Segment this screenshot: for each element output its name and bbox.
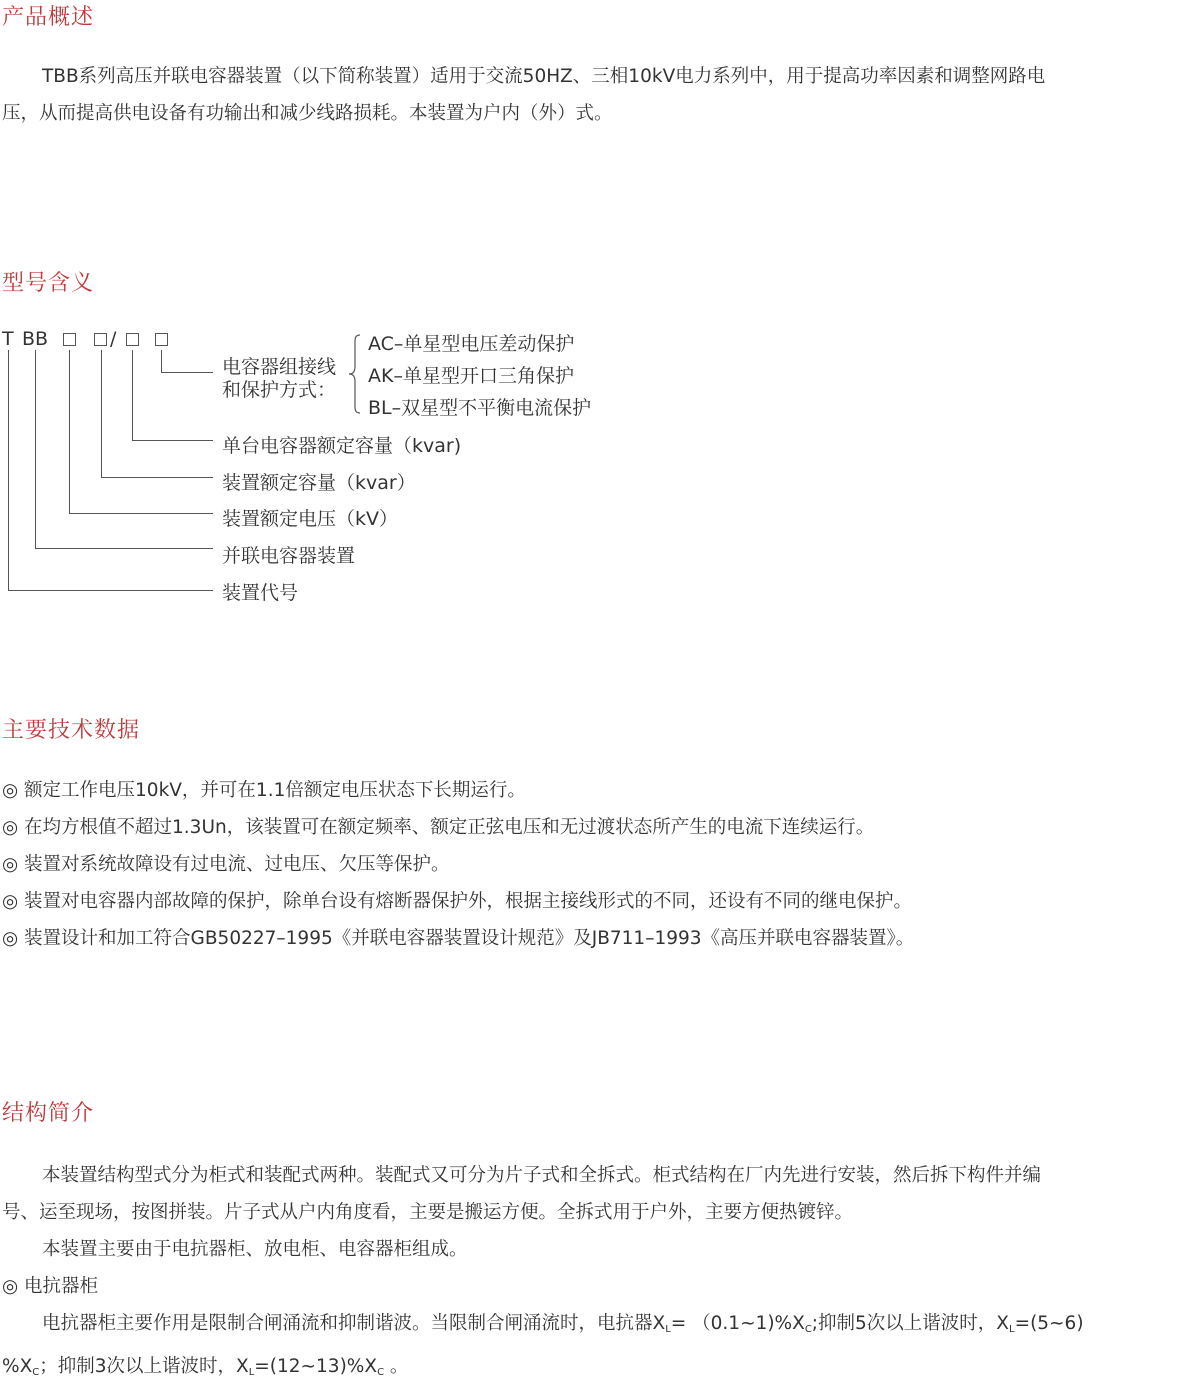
label-device-code: 装置代号: [222, 582, 299, 604]
leader-line-single-capacity-horizontal: [132, 440, 213, 441]
specs-heading: 主要技术数据: [2, 718, 141, 743]
subscript-l: L: [665, 1324, 671, 1335]
reactor-text-d: =(5~6): [1014, 1313, 1084, 1334]
leader-line-single-capacity-vertical: [132, 350, 133, 440]
leader-line-device-capacity-horizontal: [101, 477, 213, 478]
structure-line-2: 号、运至现场，按图拼装。片子式从户内角度看，主要是搬运方便。全拆式用于户外，主要方便热镀锌。: [2, 1202, 854, 1223]
leader-line-t-vertical: [8, 350, 9, 590]
label-wiring-line-1: 电容器组接线: [222, 356, 337, 378]
option-ac: AC–单星型电压差动保护: [368, 333, 575, 355]
leader-line-voltage-horizontal: [69, 513, 213, 514]
reactor-text-f: ；抑制3次以上谐波时，X: [39, 1356, 249, 1377]
overview-line-1: TBB系列高压并联电容器装置（以下简称装置）适用于交流50HZ、三相10kV电力系列中，用于提高功率因素和调整网路电: [42, 66, 1046, 87]
reactor-text-c: ;抑制5次以上谐波时，X: [811, 1313, 1009, 1334]
leader-line-wiring-horizontal: [161, 372, 213, 373]
label-device-voltage: 装置额定电压（kV）: [222, 508, 399, 530]
overview-paragraph: [2, 58, 1045, 132]
model-code-bb: BB: [22, 328, 49, 350]
placeholder-box-voltage: [63, 333, 76, 346]
subscript-l: L: [248, 1367, 255, 1378]
subscript-l: L: [1008, 1324, 1015, 1335]
overview-heading: 产品概述: [2, 5, 95, 30]
placeholder-box-single-capacity: [126, 333, 139, 346]
structure-composition: 本装置主要由于电抗器柜、放电柜、电容器柜组成。: [42, 1239, 468, 1260]
reactor-line-1: [2, 1305, 1084, 1348]
leader-line-t-horizontal: [8, 590, 213, 591]
placeholder-box-device-capacity: [94, 333, 107, 346]
reactor-cabinet-title: ◎ 电抗器柜: [2, 1276, 99, 1297]
leader-line-device-capacity-vertical: [101, 350, 102, 477]
leader-line-bb-vertical: [35, 350, 36, 548]
subscript-c: C: [377, 1367, 385, 1378]
model-code-t: T: [2, 328, 14, 350]
leader-line-voltage-vertical: [69, 350, 70, 513]
list-item: ◎ 装置对系统故障设有过电流、过电压、欠压等保护。: [2, 854, 450, 875]
placeholder-box-wiring: [155, 333, 168, 346]
structure-line-1: 本装置结构型式分为柜式和装配式两种。装配式又可分为片子式和全拆式。柜式结构在厂内先进行安装，然后拆下构件并编: [42, 1165, 1042, 1186]
list-item: ◎ 装置设计和加工符合GB50227–1995《并联电容器装置设计规范》及JB711–1993《高压并联电容器装置》。: [2, 928, 915, 949]
leader-line-wiring-vertical: [161, 350, 162, 372]
leader-line-bb-horizontal: [35, 548, 213, 549]
reactor-text-g: =(12~13)%X: [254, 1356, 378, 1377]
label-wiring-line-2: 和保护方式：: [222, 379, 337, 401]
list-item: ◎ 额定工作电压10kV，并可在1.1倍额定电压状态下长期运行。: [2, 780, 526, 801]
model-code-slash: /: [110, 328, 117, 350]
specs-list: [2, 772, 914, 957]
subscript-c: C: [32, 1367, 40, 1378]
list-item: ◎ 装置对电容器内部故障的保护，除单台设有熔断器保护外，根据主接线形式的不同，还设有不同的继电保护。: [2, 891, 913, 912]
structure-body: [2, 1157, 1084, 1391]
brace-icon: [348, 334, 362, 414]
list-item: ◎ 在均方根值不超过1.3Un，该装置可在额定频率、额定正弦电压和无过渡状态所产生的电流下连续运行。: [2, 817, 875, 838]
reactor-text-a: 电抗器柜主要作用是限制合闸涌流和抑制谐波。当限制合闸涌流时，电抗器X: [42, 1313, 666, 1334]
option-bl: BL–双星型不平衡电流保护: [368, 397, 592, 419]
overview-line-2: 压，从而提高供电设备有功输出和减少线路损耗。本装置为户内（外）式。: [2, 103, 613, 124]
subscript-c: C: [804, 1324, 812, 1335]
model-heading: 型号含义: [2, 271, 95, 296]
label-device-capacity: 装置额定容量（kvar）: [222, 472, 416, 494]
label-single-capacity: 单台电容器额定容量（kvar): [222, 435, 462, 457]
reactor-text-h: 。: [384, 1356, 409, 1377]
reactor-text-b: = （0.1~1)%X: [670, 1313, 805, 1334]
option-ak: AK–单星型开口三角保护: [368, 365, 574, 387]
reactor-line-2: [2, 1348, 1084, 1391]
label-parallel-device: 并联电容器装置: [222, 545, 356, 567]
structure-heading: 结构简介: [2, 1101, 95, 1126]
reactor-text-e: %X: [2, 1356, 33, 1377]
